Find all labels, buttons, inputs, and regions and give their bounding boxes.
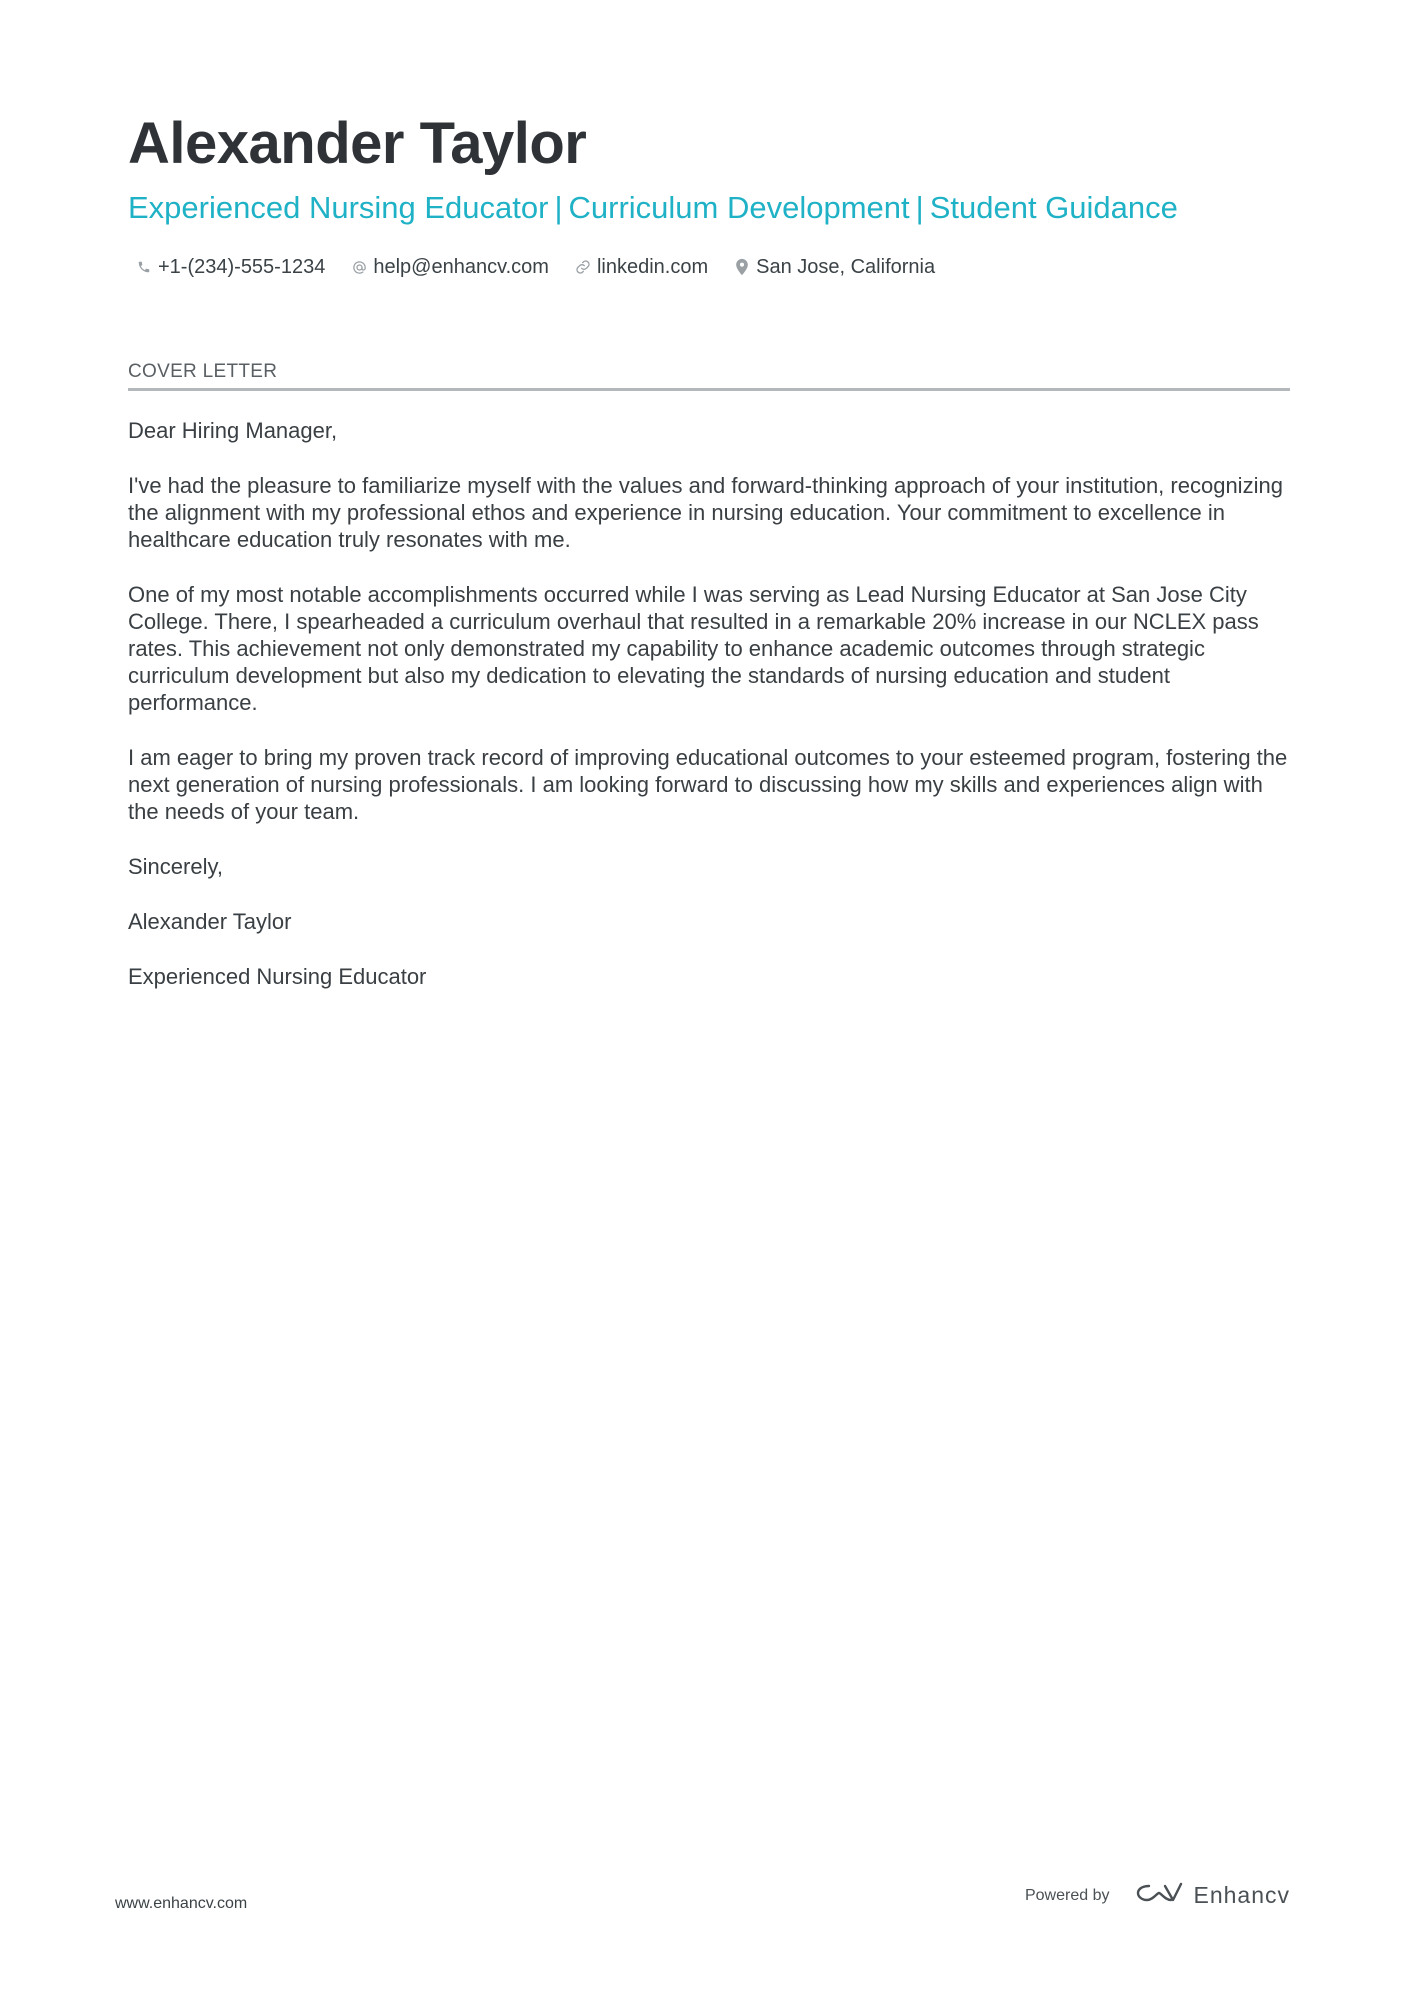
location-pin-icon bbox=[734, 258, 750, 276]
headline-part-1: Experienced Nursing Educator bbox=[128, 190, 549, 225]
candidate-name: Alexander Taylor bbox=[128, 111, 587, 176]
brand-name: Enhancv bbox=[1193, 1882, 1290, 1908]
signature-name: Alexander Taylor bbox=[128, 909, 292, 934]
link-icon bbox=[575, 258, 591, 276]
greeting: Dear Hiring Manager, bbox=[128, 418, 338, 443]
at-icon bbox=[351, 258, 367, 276]
enhancv-logo-icon bbox=[1135, 1880, 1183, 1911]
contact-location bbox=[734, 254, 935, 280]
brand-logo[interactable] bbox=[1135, 1880, 1290, 1911]
link-text: linkedin.com bbox=[596, 256, 709, 278]
paragraph-2: One of my most notable accomplishments occurred while I was serving as Lead Nursing Educator at San Jose City College. There, I spearheaded a curriculum overhaul that resulted in a remarkable 20% increase in our NCLEX pass rates. This achievement not only demonstrated my capability to enhance academic outcomes through strategic curriculum development but also my dedication to elevating the standards of nursing education and student performance. bbox=[128, 582, 1259, 715]
section-title: COVER LETTER bbox=[128, 360, 1290, 391]
headline-part-2: Curriculum Development bbox=[568, 190, 910, 225]
resume-header bbox=[128, 108, 1288, 280]
headline-part-3: Student Guidance bbox=[929, 190, 1178, 225]
phone-icon bbox=[136, 258, 152, 276]
powered-by-text: Powered by bbox=[1024, 1886, 1110, 1904]
headline-separator: | bbox=[554, 190, 563, 225]
headline bbox=[128, 188, 1288, 228]
email-text: help@enhancv.com bbox=[373, 256, 549, 278]
contact-link[interactable] bbox=[575, 254, 708, 280]
contact-bar bbox=[128, 254, 1288, 280]
closing: Sincerely, bbox=[128, 854, 223, 879]
paragraph-1: I've had the pleasure to familiarize myself with the values and forward-thinking approach of your institution, recognizing the alignment with my professional ethos and experience in nursing education. Your commitment to excellence in healthcare education truly resonates with me. bbox=[128, 473, 1283, 552]
footer-website[interactable]: www.enhancv.com bbox=[115, 1895, 248, 1912]
phone-text: +1-(234)-555-1234 bbox=[158, 256, 326, 278]
signature-title: Experienced Nursing Educator bbox=[128, 964, 427, 989]
headline-separator: | bbox=[915, 190, 924, 225]
footer-branding bbox=[1025, 1880, 1290, 1911]
contact-email[interactable] bbox=[351, 254, 549, 280]
cover-letter-section bbox=[128, 360, 1290, 1018]
letter-body bbox=[128, 417, 1290, 990]
paragraph-3: I am eager to bring my proven track record of improving educational outcomes to your esteemed program, fostering the next generation of nursing professionals. I am looking forward to discussing how my skills and experiences align with the needs of your team. bbox=[128, 745, 1288, 824]
location-text: San Jose, California bbox=[756, 256, 936, 278]
contact-phone[interactable] bbox=[136, 254, 325, 280]
